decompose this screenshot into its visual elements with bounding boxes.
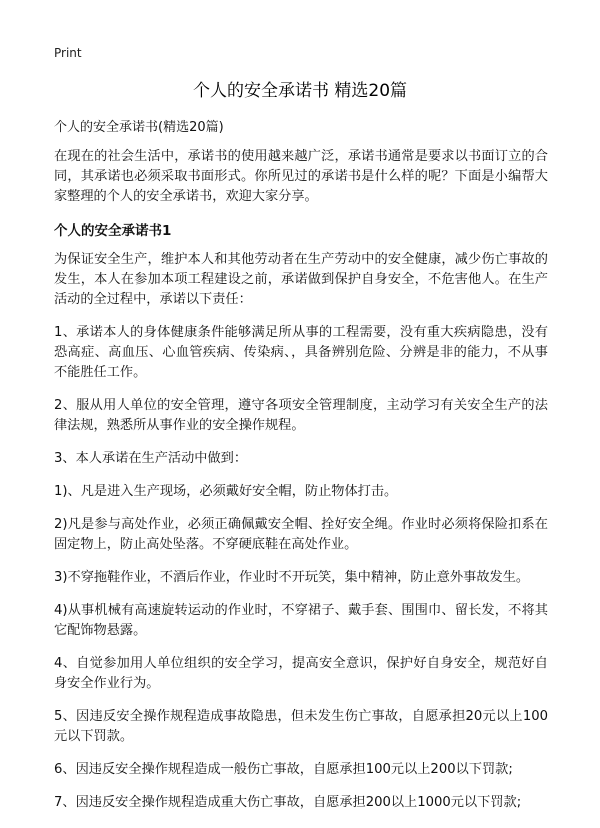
- paragraph-preamble: 为保证安全生产，维护本人和其他劳动者在生产劳动中的安全健康，减少伤亡事故的发生，本人在参加本项工程建设之前，承诺做到保护自身安全，不危害他人。在生产活动的全过程中，承诺以下责任：: [54, 252, 548, 307]
- document-subtitle: 个人的安全承诺书(精选20篇): [54, 120, 224, 135]
- paragraph-item-1: 1、承诺本人的身体健康条件能够满足所从事的工程需要，没有重大疾病隐患，没有恐高症、高血压、心血管疾病、传染病、，具备辨别危险、分辨是非的能力，不从事不能胜任工作。: [54, 325, 548, 380]
- paragraph-subitem-4: 4)从事机械有高速旋转运动的作业时，不穿裙子、戴手套、围围巾、留长发，不将其它配饰物悬露。: [54, 603, 548, 638]
- paragraph-item-5: 5、因违反安全操作规程造成事故隐患，但未发生伤亡事故，自愿承担20元以上100元以下罚款。: [54, 709, 548, 744]
- page-title: 个人的安全承诺书 精选20篇: [192, 81, 408, 101]
- paragraph-item-3: 3、本人承诺在生产活动中做到：: [54, 451, 248, 466]
- intro-paragraph: 在现在的社会生活中，承诺书的使用越来越广泛，承诺书通常是要求以书面订立的合同，其承诺也必须采取书面形式。你所见过的承诺书是什么样的呢？下面是小编帮大家整理的个人的安全承诺书，欢迎大家分享。: [54, 149, 548, 204]
- paragraph-item-2: 2、服从用人单位的安全管理，遵守各项安全管理制度，主动学习有关安全生产的法律法规，熟悉所从事作业的安全操作规程。: [54, 398, 548, 433]
- paragraph-subitem-1: 1)、凡是进入生产现场，必须戴好安全帽，防止物体打击。: [54, 484, 398, 499]
- paragraph-subitem-2: 2)凡是参与高处作业，必须正确佩戴安全帽、拴好安全绳。作业时必须将保险扣系在固定物上，防止高处坠落。不穿硬底鞋在高处作业。: [54, 517, 548, 552]
- paragraph-subitem-3: 3)不穿拖鞋作业，不酒后作业，作业时不开玩笑，集中精神，防止意外事故发生。: [54, 570, 530, 585]
- paragraph-item-4: 4、自觉参加用人单位组织的安全学习，提高安全意识，保护好自身安全，规范好自身安全作业行为。: [54, 656, 548, 691]
- paragraph-item-6: 6、因违反安全操作规程造成一般伤亡事故，自愿承担100元以上200以下罚款;: [54, 762, 513, 777]
- paragraph-item-7: 7、因违反安全操作规程造成重大伤亡事故，自愿承担200以上1000元以下罚款;: [54, 795, 522, 810]
- print-link[interactable]: Print: [54, 46, 82, 60]
- document-body: [54, 119, 548, 826]
- section-heading: 个人的安全承诺书1: [54, 223, 172, 239]
